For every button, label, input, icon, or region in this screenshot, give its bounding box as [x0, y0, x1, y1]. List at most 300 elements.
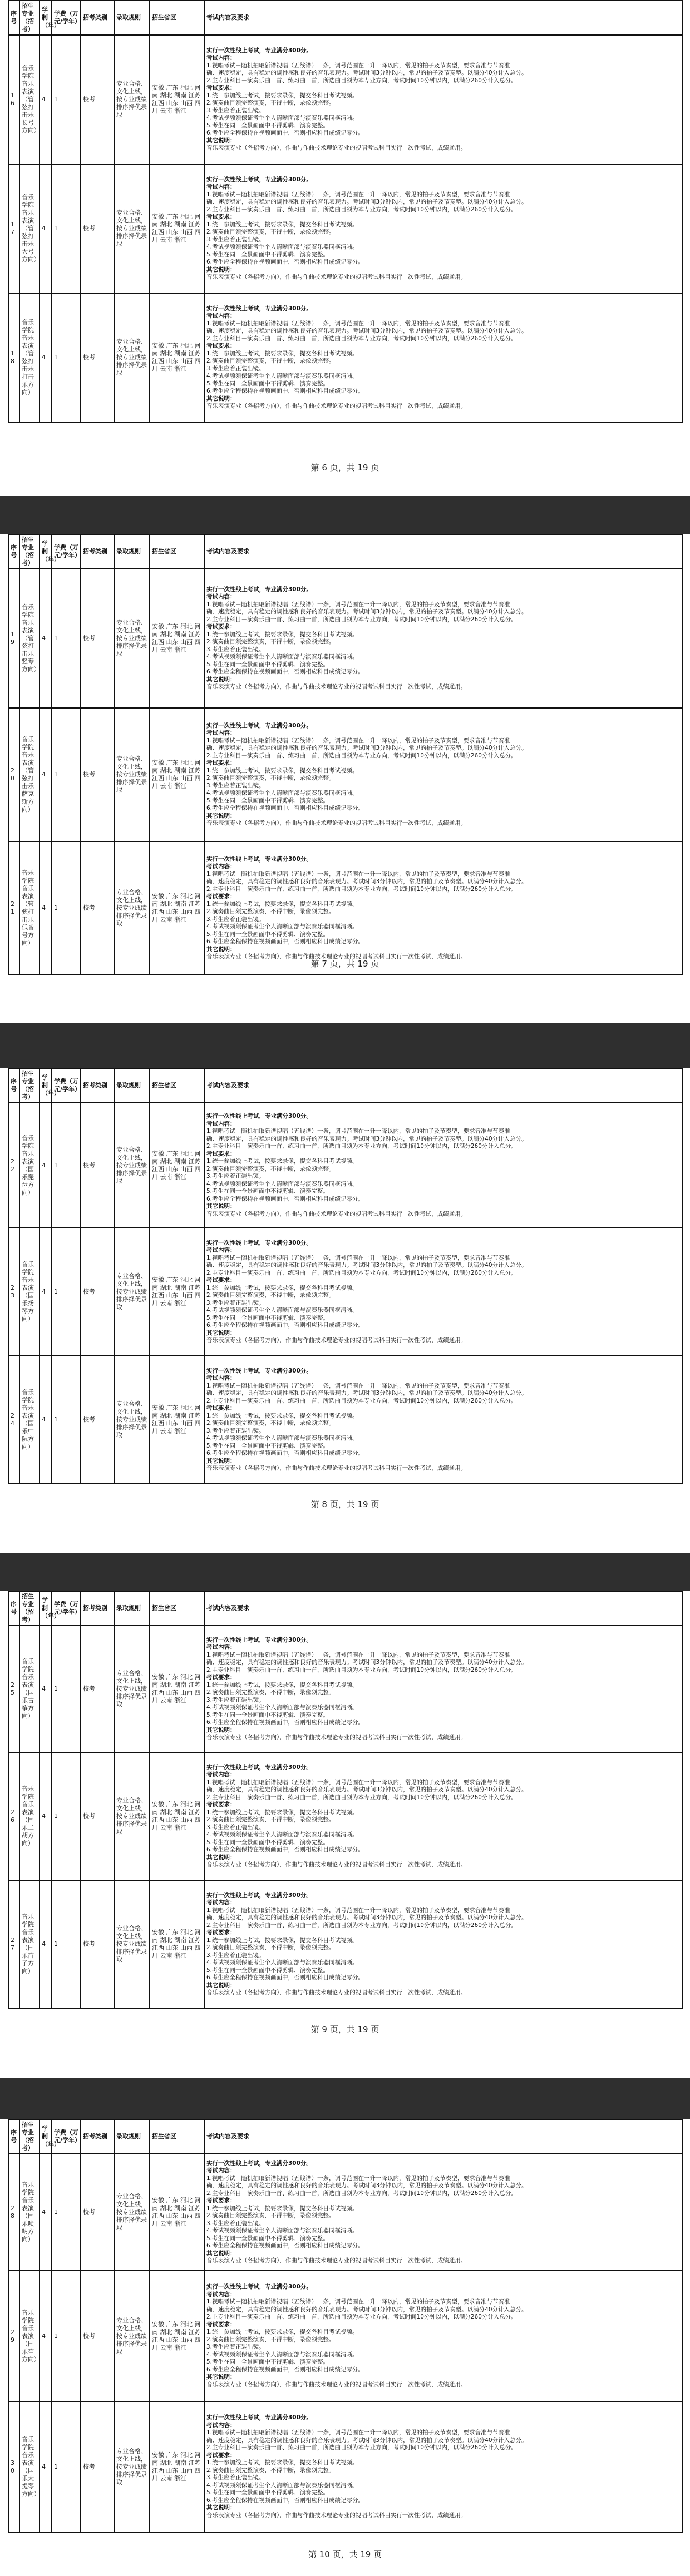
exam-category: 校考 [81, 569, 114, 708]
requirement-line: 1.视唱考试－随机抽取新谱视唱（五线谱）一条，调号范围在一升一降以内，常见的拍子及节奏型，要求音准与节奏准 [206, 1382, 510, 1389]
column-header: 考试内容及要求 [204, 1, 683, 35]
major-cell [19, 841, 40, 975]
column-header: 招生省区 [150, 2119, 204, 2154]
program-years: 4 [40, 569, 52, 708]
table-row [8, 164, 683, 293]
column-header: 招生省区 [150, 534, 204, 569]
provinces: 安徽 广东 河北 河南 湖北 湖南 江苏 江西 山东 山西 四川 云南 浙江 [150, 1880, 204, 2008]
admissions-table [8, 1068, 683, 1484]
program-years: 4 [40, 1103, 52, 1228]
provinces: 安徽 广东 河北 河南 湖北 湖南 江苏 江西 山东 山西 四川 云南 浙江 [150, 164, 204, 293]
table-row [8, 1103, 683, 1228]
provinces: 安徽 广东 河北 河南 湖北 湖南 江苏 江西 山东 山西 四川 云南 浙江 [150, 1103, 204, 1228]
requirement-line: 确、速度稳定，具有稳定的调性感和良好的音乐表现力。考试时间3分钟以内，常见的拍子及节奏型。以满分40分计入总分。 [206, 2436, 528, 2444]
requirement-line: 2.演奏曲目须完整演奏，不得中断，录像须完整。 [206, 1689, 335, 1696]
tuition-fee: 1 [52, 1103, 81, 1228]
row-number: 17 [8, 164, 19, 293]
exam-requirements [204, 841, 683, 975]
college-name: 音乐学院 [22, 1261, 34, 1276]
major-name: 音乐表演（国乐二胡方向） [22, 1801, 34, 1847]
major-cell [19, 1880, 40, 2008]
college-name: 音乐学院 [22, 1658, 34, 1673]
page-content [0, 0, 690, 423]
requirement-line: 2.演奏曲目须完整演奏，不得中断，录像须完整。 [206, 1165, 335, 1172]
requirement-line: 4.考试视频须保证考生个人清晰面部与演奏乐器同框清晰。 [206, 1180, 358, 1187]
requirement-line: 3.考生应着正装出镜。 [206, 365, 265, 372]
requirement-line: 确、速度稳定，具有稳定的调性感和良好的音乐表现力。考试时间3分钟以内，常见的拍子及节奏型。以满分40分计入总分。 [206, 1914, 528, 1921]
requirement-line: 5.考生在同一全景画面中不得剪辑、演奏完整。 [206, 251, 329, 258]
requirement-line: 音乐表演专业（各招考方向），作曲与作曲技术理论专业的视唱考试科目实行一次性考试，成绩通用。 [206, 274, 467, 280]
admission-rule: 专业合格、文化上线，按专业成绩排序择优录取 [114, 164, 150, 293]
page-content [0, 1068, 690, 1484]
requirement-line: 确、速度稳定，具有稳定的调性感和良好的音乐表现力。考试时间3分钟以内，常见的拍子及节奏型。以满分40分计入总分。 [206, 1262, 528, 1269]
tuition-fee: 1 [52, 35, 81, 164]
requirement-line: 其它说明： [206, 2374, 236, 2380]
requirement-line: 确、速度稳定，具有稳定的调性感和良好的音乐表现力。考试时间3分钟以内，常见的拍子及节奏型。以满分40分计入总分。 [206, 2306, 528, 2313]
column-header: 考试内容及要求 [204, 2119, 683, 2154]
requirement-line: 确、速度稳定，具有稳定的调性感和良好的音乐表现力。考试时间3分钟以内，常见的拍子及节奏型。以满分40分计入总分。 [206, 878, 528, 885]
requirement-line: 1.统一参加线上考试，按要求录像，提交各科目考试视频。 [206, 2205, 358, 2212]
requirement-line: 其它说明： [206, 812, 236, 819]
major-cell [19, 1752, 40, 1880]
column-header: 学制（年） [40, 1591, 52, 1626]
requirement-line: 6.考生应全程保持在视频画面中，否则相应科目成绩记零分。 [206, 938, 364, 945]
column-header: 招考类别 [81, 534, 114, 569]
column-header: 招考类别 [81, 1068, 114, 1103]
exam-requirements [204, 569, 683, 708]
requirement-line: 其它说明： [206, 395, 236, 402]
requirement-line: 2.演奏曲目须完整演奏，不得中断，录像须完整。 [206, 229, 335, 235]
requirement-line: 6.考生应全程保持在视频画面中，否则相应科目成绩记零分。 [206, 1322, 364, 1329]
requirement-line: 其它说明： [206, 1329, 236, 1336]
table-row [8, 1356, 683, 1484]
admissions-table [8, 1591, 683, 2009]
tuition-fee: 1 [52, 1752, 81, 1880]
major-cell [19, 1228, 40, 1356]
admission-rule: 专业合格、文化上线，按专业成绩排序择优录取 [114, 569, 150, 708]
requirement-line: 音乐表演专业（各招考方向），作曲与作曲技术理论专业的视唱考试科目实行一次性考试，成绩通用。 [206, 1861, 467, 1868]
college-name: 音乐学院 [22, 2435, 34, 2451]
column-header: 招生专业（招考） [19, 1, 40, 35]
requirement-line: 确、速度稳定，具有稳定的调性感和良好的音乐表现力。考试时间3分钟以内，常见的拍子及节奏型。以满分40分计入总分。 [206, 608, 528, 615]
requirement-line: 音乐表演专业（各招考方向），作曲与作曲技术理论专业的视唱考试科目实行一次性考试，成绩通用。 [206, 2257, 467, 2264]
requirement-line: 4.考试视频须保证考生个人清晰面部与演奏乐器同框清晰。 [206, 923, 358, 930]
requirement-line: 1.视唱考试－随机抽取新谱视唱（五线谱）一条，调号范围在一升一降以内，常见的拍子及节奏型，要求音准与节奏准 [206, 1128, 510, 1135]
requirement-line: 其它说明： [206, 1854, 236, 1861]
requirement-line: 确、速度稳定，具有稳定的调性感和良好的音乐表现力。考试时间3分钟以内，常见的拍子及节奏型。以满分40分计入总分。 [206, 199, 528, 205]
program-years: 4 [40, 708, 52, 841]
requirement-line: 考试要求： [206, 2197, 236, 2204]
requirement-line: 其它说明： [206, 2504, 236, 2511]
tuition-fee: 1 [52, 2154, 81, 2271]
college-name: 音乐学院 [22, 736, 34, 751]
exam-category: 校考 [81, 35, 114, 164]
requirement-line: 5.考生在同一全景画面中不得剪辑、演奏完整。 [206, 1966, 329, 1974]
requirement-line: 考试要求： [206, 85, 236, 91]
requirement-line: 其它说明： [206, 2250, 236, 2257]
provinces: 安徽 广东 河北 河南 湖北 湖南 江苏 江西 山东 山西 四川 云南 浙江 [150, 2154, 204, 2271]
tuition-fee: 1 [52, 1880, 81, 2008]
table-row [8, 2154, 683, 2271]
exam-category: 校考 [81, 1103, 114, 1228]
requirement-line: 确、速度稳定，具有稳定的调性感和良好的音乐表现力。考试时间3分钟以内，常见的拍子及节奏型。以满分40分计入总分。 [206, 2182, 528, 2189]
requirement-line: 1.统一参加线上考试，按要求录像，提交各科目考试视频。 [206, 631, 358, 638]
requirement-line: 1.统一参加线上考试，按要求录像，提交各科目考试视频。 [206, 1681, 358, 1688]
column-header: 序号 [8, 534, 19, 569]
requirement-line: 考试要求： [206, 1150, 236, 1157]
major-name: 音乐表演（国乐大提琴方向） [22, 2451, 40, 2498]
requirement-line: 2.主专业科目－演奏乐曲一首、练习曲一首，所选曲目须为本专业方向，考试时间10分钟以内，以满分260分计入总分。 [206, 2314, 517, 2320]
admission-rule: 专业合格、文化上线，按专业成绩排序择优录取 [114, 1626, 150, 1752]
requirement-line: 音乐表演专业（各招考方向），作曲与作曲技术理论专业的视唱考试科目实行一次性考试，成绩通用。 [206, 1465, 467, 1472]
requirement-line: 5.考生在同一全景画面中不得剪辑、演奏完整。 [206, 2359, 329, 2365]
requirement-line: 确、速度稳定，具有稳定的调性感和良好的音乐表现力。考试时间3分钟以内，常见的拍子及节奏型。以满分40分计入总分。 [206, 70, 528, 76]
tuition-fee: 1 [52, 2401, 81, 2532]
requirement-line: 4.考试视频须保证考生个人清晰面部与演奏乐器同框清晰。 [206, 790, 358, 796]
requirement-line: 3.考生应着正装出镜。 [206, 1824, 265, 1831]
page-number: 第 10 页，共 19 页 [308, 2549, 382, 2559]
admission-rule: 专业合格、文化上线，按专业成绩排序择优录取 [114, 2154, 150, 2271]
college-name: 音乐学院 [22, 1134, 34, 1150]
requirement-line: 2.演奏曲目须完整演奏，不得中断，录像须完整。 [206, 775, 335, 781]
provinces: 安徽 广东 河北 河南 湖北 湖南 江苏 江西 山东 山西 四川 云南 浙江 [150, 293, 204, 422]
page-number: 第 7 页，共 19 页 [310, 959, 379, 969]
major-name: 音乐表演（国乐笛子方向） [22, 1929, 34, 1975]
exam-category: 校考 [81, 708, 114, 841]
document-page [0, 1591, 690, 2078]
requirement-line: 1.视唱考试－随机抽取新谱视唱（五线谱）一条，调号范围在一升一降以内，常见的拍子及节奏型，要求音准与节奏准 [206, 62, 510, 69]
tuition-fee: 1 [52, 569, 81, 708]
program-years: 4 [40, 164, 52, 293]
requirement-line: 5.考生在同一全景画面中不得剪辑、演奏完整。 [206, 797, 329, 804]
requirement-line: 4.考试视频须保证考生个人清晰面部与演奏乐器同框清晰。 [206, 1959, 358, 1966]
row-number: 19 [8, 569, 19, 708]
major-cell [19, 569, 40, 708]
table-row [8, 1626, 683, 1752]
exam-requirements [204, 35, 683, 164]
major-cell [19, 1626, 40, 1752]
requirement-line: 考试内容： [206, 1120, 236, 1127]
program-years: 4 [40, 1626, 52, 1752]
requirement-line: 2.演奏曲目须完整演奏，不得中断，录像须完整。 [206, 638, 335, 645]
tuition-fee: 1 [52, 2271, 81, 2401]
column-header: 招考类别 [81, 2119, 114, 2154]
page-content [0, 534, 690, 975]
column-header: 录取规则 [114, 1068, 150, 1103]
requirement-line: 3.考生应着正装出镜。 [206, 782, 265, 789]
column-header: 招生省区 [150, 1591, 204, 1626]
exam-category: 校考 [81, 2154, 114, 2271]
document-page [0, 1068, 690, 1553]
admission-rule: 专业合格、文化上线，按专业成绩排序择优录取 [114, 1752, 150, 1880]
page-content [0, 2119, 690, 2533]
table-row [8, 2401, 683, 2532]
requirement-line: 实行一次性线上考试，专业满分300分。 [206, 305, 312, 312]
requirement-line: 考试内容： [206, 1247, 236, 1254]
column-header: 录取规则 [114, 1, 150, 35]
column-header: 招考类别 [81, 1591, 114, 1626]
requirement-line: 2.演奏曲目须完整演奏，不得中断，录像须完整。 [206, 100, 335, 106]
page-number: 第 8 页，共 19 页 [310, 1499, 379, 1509]
major-name: 音乐表演（国乐笙方向） [22, 2324, 40, 2363]
requirement-line: 音乐表演专业（各招考方向），作曲与作曲技术理论专业的视唱考试科目实行一次性考试，成绩通用。 [206, 953, 467, 960]
requirement-line: 1.视唱考试－随机抽取新谱视唱（五线谱）一条，调号范围在一升一降以内，常见的拍子及节奏型，要求音准与节奏准 [206, 1254, 510, 1261]
admissions-table [8, 534, 683, 975]
table-row [8, 35, 683, 164]
provinces: 安徽 广东 河北 河南 湖北 湖南 江苏 江西 山东 山西 四川 云南 浙江 [150, 2401, 204, 2532]
requirement-line: 音乐表演专业（各招考方向），作曲与作曲技术理论专业的视唱考试科目实行一次性考试，成绩通用。 [206, 683, 467, 690]
requirement-line: 考试要求： [206, 1405, 236, 1411]
table-header-row [8, 1591, 683, 1626]
tuition-fee: 1 [52, 841, 81, 975]
requirement-line: 考试内容： [206, 1899, 236, 1906]
requirement-line: 6.考生应全程保持在视频画面中，否则相应科目成绩记零分。 [206, 668, 364, 675]
exam-category: 校考 [81, 2401, 114, 2532]
exam-requirements [204, 1103, 683, 1228]
requirement-line: 考试内容： [206, 184, 236, 190]
program-years: 4 [40, 2271, 52, 2401]
requirement-line: 2.主专业科目－演奏乐曲一首、练习曲一首，所选曲目须为本专业方向，考试时间10分钟以内，以满分260分计入总分。 [206, 1666, 517, 1673]
requirement-line: 音乐表演专业（各招考方向），作曲与作曲技术理论专业的视唱考试科目实行一次性考试，成绩通用。 [206, 2381, 467, 2388]
column-header: 序号 [8, 1591, 19, 1626]
requirement-line: 实行一次性线上考试，专业满分300分。 [206, 2414, 312, 2421]
major-cell [19, 2154, 40, 2271]
college-name: 音乐学院 [22, 869, 34, 884]
document-page [0, 2119, 690, 2576]
requirement-line: 考试内容： [206, 863, 236, 870]
college-name: 音乐学院 [22, 2309, 34, 2324]
column-header: 序号 [8, 2119, 19, 2154]
requirement-line: 5.考生在同一全景画面中不得剪辑、演奏完整。 [206, 661, 329, 668]
requirement-line: 考试内容： [206, 2167, 236, 2174]
requirement-line: 6.考生应全程保持在视频画面中，否则相应科目成绩记零分。 [206, 2366, 364, 2373]
exam-requirements [204, 1752, 683, 1880]
requirement-line: 音乐表演专业（各招考方向），作曲与作曲技术理论专业的视唱考试科目实行一次性考试，成绩通用。 [206, 2511, 467, 2519]
requirement-line: 其它说明： [206, 1457, 236, 1464]
provinces: 安徽 广东 河北 河南 湖北 湖南 江苏 江西 山东 山西 四川 云南 浙江 [150, 1356, 204, 1484]
requirement-line: 4.考试视频须保证考生个人清晰面部与演奏乐器同框清晰。 [206, 244, 358, 250]
exam-requirements [204, 164, 683, 293]
column-header: 学费（万元/学年） [52, 534, 81, 569]
requirement-line: 实行一次性线上考试，专业满分300分。 [206, 2159, 312, 2167]
requirement-line: 6.考生应全程保持在视频画面中，否则相应科目成绩记零分。 [206, 388, 364, 394]
major-name: 音乐表演（管弦打击乐萨克斯方向） [22, 751, 34, 813]
requirement-line: 3.考生应着正装出镜。 [206, 2344, 265, 2350]
requirement-line: 2.主专业科目－演奏乐曲一首、练习曲一首，所选曲目须为本专业方向，考试时间10分钟以内，以满分260分计入总分。 [206, 616, 517, 623]
requirement-line: 2.演奏曲目须完整演奏，不得中断，录像须完整。 [206, 1816, 335, 1823]
exam-category: 校考 [81, 1626, 114, 1752]
column-header: 招生专业（招考） [19, 2119, 40, 2154]
requirement-line: 1.统一参加线上考试，按要求录像，提交各科目考试视频。 [206, 2329, 358, 2335]
row-number: 21 [8, 841, 19, 975]
requirement-line: 2.主专业科目－演奏乐曲一首、练习曲一首，所选曲目须为本专业方向，考试时间10分钟以内，以满分260分计入总分。 [206, 2189, 517, 2197]
row-number: 28 [8, 2154, 19, 2271]
exam-requirements [204, 708, 683, 841]
exam-requirements [204, 293, 683, 422]
requirement-line: 1.视唱考试－随机抽取新谱视唱（五线谱）一条，调号范围在一升一降以内，常见的拍子及节奏型，要求音准与节奏准 [206, 1779, 510, 1786]
requirement-line: 4.考试视频须保证考生个人清晰面部与演奏乐器同框清晰。 [206, 653, 358, 660]
exam-category: 校考 [81, 1228, 114, 1356]
requirement-line: 5.考生在同一全景画面中不得剪辑、演奏完整。 [206, 1711, 329, 1718]
requirement-line: 实行一次性线上考试，专业满分300分。 [206, 1367, 312, 1374]
major-name: 音乐表演（管弦打击乐大号方向） [22, 209, 40, 263]
admissions-table [8, 2119, 683, 2533]
requirement-line: 考试内容： [206, 1644, 236, 1651]
row-number: 30 [8, 2401, 19, 2532]
college-name: 音乐学院 [22, 1913, 34, 1928]
requirement-line: 确、速度稳定，具有稳定的调性感和良好的音乐表现力。考试时间3分钟以内，常见的拍子及节奏型。以满分40分计入总分。 [206, 745, 528, 751]
requirement-line: 实行一次性线上考试，专业满分300分。 [206, 586, 312, 593]
column-header: 学费（万元/学年） [52, 1068, 81, 1103]
requirement-line: 5.考生在同一全景画面中不得剪辑、演奏完整。 [206, 1188, 329, 1195]
provinces: 安徽 广东 河北 河南 湖北 湖南 江苏 江西 山东 山西 四川 云南 浙江 [150, 2271, 204, 2401]
requirement-line: 1.视唱考试－随机抽取新谱视唱（五线谱）一条，调号范围在一升一降以内，常见的拍子及节奏型，要求音准与节奏准 [206, 601, 510, 608]
major-cell [19, 164, 40, 293]
row-number: 16 [8, 35, 19, 164]
requirement-line: 确、速度稳定，具有稳定的调性感和良好的音乐表现力。考试时间3分钟以内，常见的拍子及节奏型。以满分40分计入总分。 [206, 1659, 528, 1666]
admission-rule: 专业合格、文化上线，按专业成绩排序择优录取 [114, 293, 150, 422]
requirement-line: 1.统一参加线上考试，按要求录像，提交各科目考试视频。 [206, 1936, 358, 1944]
table-row [8, 708, 683, 841]
requirement-line: 考试要求： [206, 214, 236, 220]
table-row [8, 1752, 683, 1880]
requirement-line: 2.演奏曲目须完整演奏，不得中断，录像须完整。 [206, 2212, 335, 2219]
requirement-line: 3.考生应着正装出镜。 [206, 1951, 265, 1959]
requirement-line: 考试要求： [206, 1277, 236, 1284]
requirement-line: 考试要求： [206, 343, 236, 349]
requirement-line: 5.考生在同一全景画面中不得剪辑、演奏完整。 [206, 2489, 329, 2496]
requirement-line: 其它说明： [206, 1203, 236, 1210]
exam-requirements [204, 2401, 683, 2532]
college-name: 音乐学院 [22, 194, 34, 209]
table-header-row [8, 1068, 683, 1103]
exam-category: 校考 [81, 1752, 114, 1880]
requirement-line: 6.考生应全程保持在视频画面中，否则相应科目成绩记零分。 [206, 130, 364, 136]
column-header: 录取规则 [114, 1591, 150, 1626]
requirement-line: 6.考生应全程保持在视频画面中，否则相应科目成绩记零分。 [206, 2496, 364, 2504]
major-cell [19, 1103, 40, 1228]
requirement-line: 3.考生应着正装出镜。 [206, 1427, 265, 1434]
requirement-line: 实行一次性线上考试，专业满分300分。 [206, 2283, 312, 2290]
requirement-line: 考试内容： [206, 593, 236, 600]
provinces: 安徽 广东 河北 河南 湖北 湖南 江苏 江西 山东 山西 四川 云南 浙江 [150, 708, 204, 841]
column-header: 学制（年） [40, 1068, 52, 1103]
document-page [0, 0, 690, 496]
table-row [8, 293, 683, 422]
requirement-line: 1.视唱考试－随机抽取新谱视唱（五线谱）一条，调号范围在一升一降以内，常见的拍子及节奏型，要求音准与节奏准 [206, 1651, 510, 1658]
column-header: 学制（年） [40, 534, 52, 569]
requirement-line: 2.演奏曲目须完整演奏，不得中断，录像须完整。 [206, 908, 335, 915]
requirement-line: 考试内容： [206, 2421, 236, 2429]
requirement-line: 1.统一参加线上考试，按要求录像，提交各科目考试视频。 [206, 1284, 358, 1291]
requirement-line: 1.统一参加线上考试，按要求录像，提交各科目考试视频。 [206, 900, 358, 908]
provinces: 安徽 广东 河北 河南 湖北 湖南 江苏 江西 山东 山西 四川 云南 浙江 [150, 841, 204, 975]
requirement-line: 1.视唱考试－随机抽取新谱视唱（五线谱）一条，调号范围在一升一降以内，常见的拍子及节奏型，要求音准与节奏准 [206, 191, 510, 198]
requirement-line: 1.统一参加线上考试，按要求录像，提交各科目考试视频。 [206, 1809, 358, 1816]
provinces: 安徽 广东 河北 河南 湖北 湖南 江苏 江西 山东 山西 四川 云南 浙江 [150, 569, 204, 708]
college-name: 音乐学院 [22, 2181, 34, 2196]
requirement-line: 音乐表演专业（各招考方向），作曲与作曲技术理论专业的视唱考试科目实行一次性考试，成绩通用。 [206, 1989, 467, 1996]
requirement-line: 4.考试视频须保证考生个人清晰面部与演奏乐器同框清晰。 [206, 1704, 358, 1711]
column-header: 学制（年） [40, 2119, 52, 2154]
exam-requirements [204, 1626, 683, 1752]
provinces: 安徽 广东 河北 河南 湖北 湖南 江苏 江西 山东 山西 四川 云南 浙江 [150, 1752, 204, 1880]
requirement-line: 1.统一参加线上考试，按要求录像，提交各科目考试视频。 [206, 2459, 358, 2466]
requirement-line: 2.主专业科目－演奏乐曲一首、练习曲一首，所选曲目须为本专业方向，考试时间10分钟以内，以满分260分计入总分。 [206, 1921, 517, 1929]
row-number: 23 [8, 1228, 19, 1356]
requirement-line: 6.考生应全程保持在视频画面中，否则相应科目成绩记零分。 [206, 2242, 364, 2249]
exam-requirements [204, 1356, 683, 1484]
admission-rule: 专业合格、文化上线，按专业成绩排序择优录取 [114, 1880, 150, 2008]
requirement-line: 6.考生应全程保持在视频画面中，否则相应科目成绩记零分。 [206, 805, 364, 811]
tuition-fee: 1 [52, 293, 81, 422]
requirement-line: 3.考生应着正装出镜。 [206, 1299, 265, 1306]
requirement-line: 1.视唱考试－随机抽取新谱视唱（五线谱）一条，调号范围在一升一降以内，常见的拍子及节奏型，要求音准与节奏准 [206, 870, 510, 878]
table-header-row [8, 534, 683, 569]
requirement-line: 实行一次性线上考试，专业满分300分。 [206, 47, 312, 54]
row-number: 29 [8, 2271, 19, 2401]
requirement-line: 其它说明： [206, 1981, 236, 1989]
major-cell [19, 2401, 40, 2532]
column-header: 考试内容及要求 [204, 1591, 683, 1626]
column-header: 招生省区 [150, 1068, 204, 1103]
requirement-line: 实行一次性线上考试，专业满分300分。 [206, 176, 312, 183]
requirement-line: 考试要求： [206, 760, 236, 766]
row-number: 25 [8, 1626, 19, 1752]
requirement-line: 2.演奏曲目须完整演奏，不得中断，录像须完整。 [206, 2466, 335, 2474]
admission-rule: 专业合格、文化上线，按专业成绩排序择优录取 [114, 1356, 150, 1484]
requirement-line: 2.演奏曲目须完整演奏，不得中断，录像须完整。 [206, 1944, 335, 1951]
college-name: 音乐学院 [22, 1785, 34, 1800]
program-years: 4 [40, 1228, 52, 1356]
requirement-line: 4.考试视频须保证考生个人清晰面部与演奏乐器同框清晰。 [206, 2351, 358, 2358]
table-row [8, 569, 683, 708]
table-row [8, 1880, 683, 2008]
requirement-line: 确、速度稳定，具有稳定的调性感和良好的音乐表现力。考试时间3分钟以内，常见的拍子及节奏型。以满分40分计入总分。 [206, 1135, 528, 1142]
requirement-line: 考试要求： [206, 893, 236, 900]
column-header: 序号 [8, 1, 19, 35]
table-header-row [8, 1, 683, 35]
requirement-line: 1.视唱考试－随机抽取新谱视唱（五线谱）一条，调号范围在一升一降以内，常见的拍子及节奏型，要求音准与节奏准 [206, 2298, 510, 2305]
requirement-line: 其它说明： [206, 945, 236, 953]
college-name: 音乐学院 [22, 1389, 34, 1404]
exam-requirements [204, 2271, 683, 2401]
row-number: 22 [8, 1103, 19, 1228]
requirement-line: 5.考生在同一全景画面中不得剪辑、演奏完整。 [206, 1839, 329, 1846]
requirement-line: 2.主专业科目－演奏乐曲一首、练习曲一首，所选曲目须为本专业方向，考试时间10分钟以内，以满分260分计入总分。 [206, 335, 517, 342]
requirement-line: 其它说明： [206, 266, 236, 273]
requirement-line: 2.演奏曲目须完整演奏，不得中断，录像须完整。 [206, 1420, 335, 1426]
admission-rule: 专业合格、文化上线，按专业成绩排序择优录取 [114, 2401, 150, 2532]
requirement-line: 3.考生应着正装出镜。 [206, 2474, 265, 2481]
requirement-line: 4.考试视频须保证考生个人清晰面部与演奏乐器同框清晰。 [206, 2227, 358, 2234]
requirement-line: 实行一次性线上考试，专业满分300分。 [206, 1763, 312, 1771]
column-header: 录取规则 [114, 534, 150, 569]
requirement-line: 考试要求： [206, 1929, 236, 1936]
exam-requirements [204, 2154, 683, 2271]
major-name: 音乐表演（国乐中阮方向） [22, 1404, 34, 1450]
admission-rule: 专业合格、文化上线，按专业成绩排序择优录取 [114, 1228, 150, 1356]
requirement-line: 音乐表演专业（各招考方向），作曲与作曲技术理论专业的视唱考试科目实行一次性考试，成绩通用。 [206, 1337, 467, 1344]
requirement-line: 2.主专业科目－演奏乐曲一首、练习曲一首，所选曲目须为本专业方向，考试时间10分钟以内，以满分260分计入总分。 [206, 1397, 517, 1404]
requirement-line: 实行一次性线上考试，专业满分300分。 [206, 1891, 312, 1899]
column-header: 招生专业（招考） [19, 534, 40, 569]
provinces: 安徽 广东 河北 河南 湖北 湖南 江苏 江西 山东 山西 四川 云南 浙江 [150, 1626, 204, 1752]
requirement-line: 考试要求： [206, 2321, 236, 2328]
requirement-line: 其它说明： [206, 137, 236, 144]
requirement-line: 1.统一参加线上考试，按要求录像，提交各科目考试视频。 [206, 1158, 358, 1165]
requirement-line: 1.视唱考试－随机抽取新谱视唱（五线谱）一条，调号范围在一升一降以内，常见的拍子及节奏型，要求音准与节奏准 [206, 737, 510, 744]
